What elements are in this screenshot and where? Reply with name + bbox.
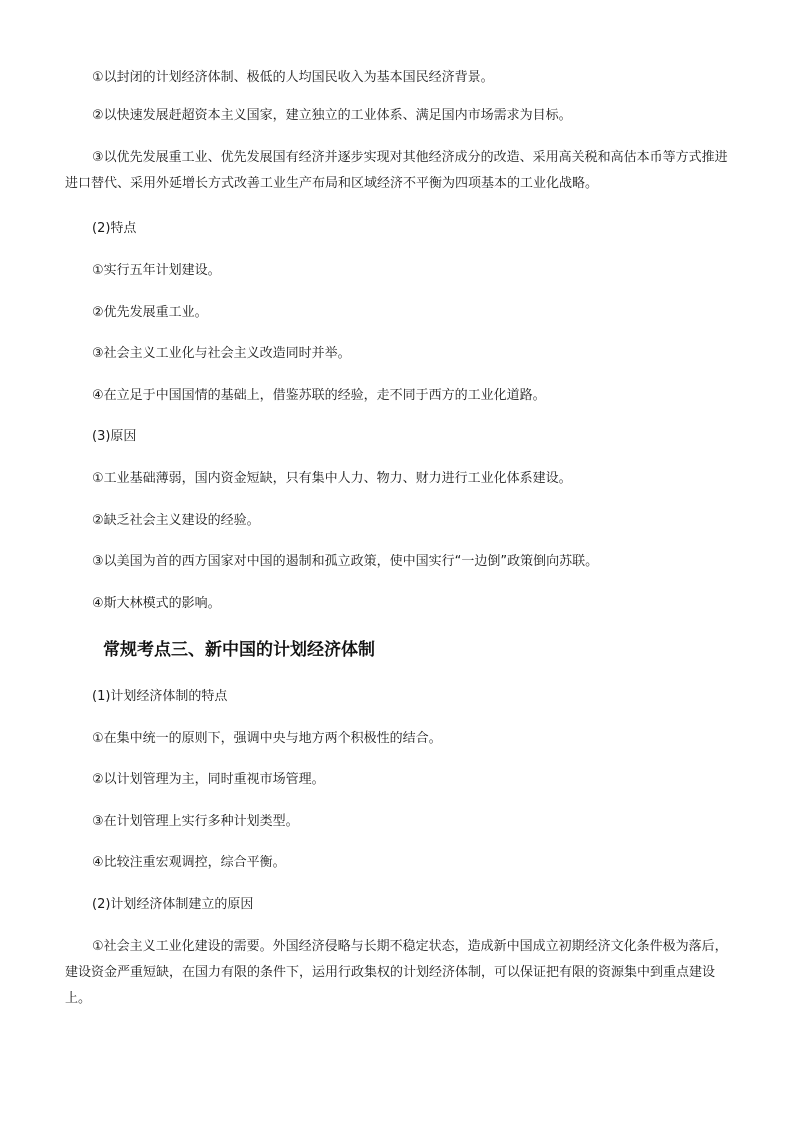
paragraph-planned-feature-3: ③在计划管理上实行多种计划类型。 bbox=[92, 814, 299, 829]
paragraph-planned-reason-1: ①社会主义工业化建设的需要。外国经济侵略与长期不稳定状态，造成新中国成立初期经济文化条件极为落后，建设资金严重短缺，在国力有限的条件下，运用行政集权的计划经济体制，可以保证把有限的资源集中到重点建设上。 bbox=[65, 939, 728, 1006]
paragraph-development-goal: ②以快速发展赶超资本主义国家，建立独立的工业体系、满足国内市场需求为目标。 bbox=[92, 108, 572, 123]
paragraph-industrialization-strategy: ③以优先发展重工业、优先发展国有经济并逐步实现对其他经济成分的改造、采用高关税和高估本币等方式推进进口替代、采用外延增长方式改善工业生产布局和区域经济不平衡为四项基本的工业化战略。 bbox=[65, 150, 728, 191]
paragraph-reason-2: ②缺乏社会主义建设的经验。 bbox=[92, 513, 260, 528]
paragraph-feature-1: ①实行五年计划建设。 bbox=[92, 263, 221, 278]
paragraph-feature-2: ②优先发展重工业。 bbox=[92, 305, 208, 320]
paragraph-feature-4: ④在立足于中国国情的基础上，借鉴苏联的经验，走不同于西方的工业化道路。 bbox=[92, 388, 546, 403]
paragraph-planned-feature-1: ①在集中统一的原则下，强调中央与地方两个积极性的结合。 bbox=[92, 731, 442, 746]
paragraph-planned-feature-4: ④比较注重宏观调控，综合平衡。 bbox=[92, 855, 286, 870]
paragraph-reason-4: ④斯大林模式的影响。 bbox=[92, 596, 221, 611]
paragraph-economic-background: ①以封闭的计划经济体制、极低的人均国民收入为基本国民经济背景。 bbox=[92, 70, 494, 85]
paragraph-reason-3: ③以美国为首的西方国家对中国的遏制和孤立政策，使中国实行“一边倒”政策倒向苏联。 bbox=[92, 554, 599, 569]
section-label-features: (2)特点 bbox=[92, 221, 137, 236]
paragraph-planned-feature-2: ②以计划管理为主，同时重视市场管理。 bbox=[92, 772, 325, 787]
paragraph-feature-3: ③社会主义工业化与社会主义改造同时并举。 bbox=[92, 346, 351, 361]
section-label-reasons: (3)原因 bbox=[92, 429, 137, 444]
section-heading: 常规考点三、新中国的计划经济体制 bbox=[103, 640, 375, 660]
section-label-planned-economy-reasons: (2)计划经济体制建立的原因 bbox=[92, 897, 254, 912]
section-label-planned-economy-features: (1)计划经济体制的特点 bbox=[92, 689, 228, 704]
paragraph-reason-1: ①工业基础薄弱，国内资金短缺，只有集中人力、物力、财力进行工业化体系建设。 bbox=[92, 471, 572, 486]
